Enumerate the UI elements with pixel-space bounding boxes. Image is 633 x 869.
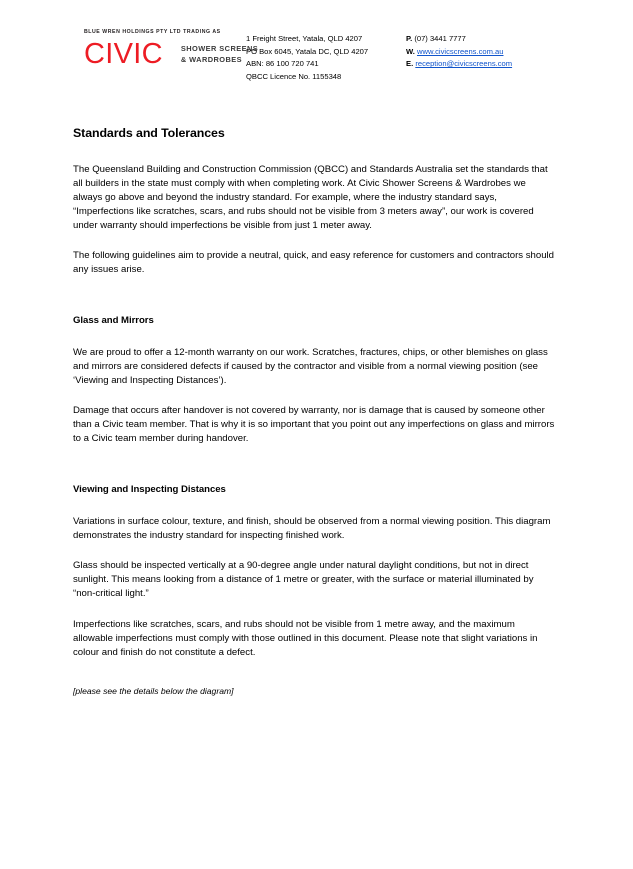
intro-paragraph: The Queensland Building and Construction Commission (QBCC) and Standards Australia set the standards that all builders in the state must comply with when completing work. At Civic Shower Screens & Wardrobes we always go above and beyond the industry standard. For example, where the industry standard says, “Imperfections like scratches, scars, and rubs should not be visible from 3 meters away”, our work is covered under warranty should imperfections be visible from just 1 meter away. [73, 163, 548, 232]
diagram-reference-note: [please see the details below the diagram] [73, 685, 234, 696]
viewing-variations-paragraph: Variations in surface colour, texture, and finish, should be observed from a normal viewing position. This diagram demonstrates the industry standard for inspecting finished work. [73, 516, 551, 542]
letterhead [0, 0, 633, 100]
section-heading-glass-and-mirrors: Glass and Mirrors [73, 314, 154, 326]
qbcc-licence-line: QBCC Licence No. 1155348 [246, 71, 342, 81]
viewing-imperfections-paragraph: Imperfections like scratches, scars, and rubs should not be visible from 1 metre away, and the maximum allowable imperfections must comply with those outlined in this document. Please note that slight variations in colour and finish do not constitute a defect. [73, 618, 538, 658]
spacer [73, 278, 557, 315]
spacer [73, 447, 557, 484]
phone-value: (07) 3441 7777 [414, 34, 466, 43]
logo-lockup [84, 37, 259, 70]
page-title: Standards and Tolerances [73, 126, 225, 140]
phone-label: P. [406, 34, 413, 43]
email-row [406, 58, 512, 71]
glass-handover-paragraph: Damage that occurs after handover is not covered by warranty, nor is damage that is caused by someone other than a Civic team member. That is why it is so important that you point out any imperfections on glass and mirrors to a Civic team member during handover. [73, 405, 555, 445]
email-link[interactable]: reception@civicscreens.com [415, 59, 513, 69]
address-line: 1 Freight Street, Yatala, QLD 4207 [246, 34, 363, 43]
spacer [73, 388, 557, 404]
guidelines-paragraph: The following guidelines aim to provide a neutral, quick, and easy reference for customers and contractors should any issues arise. [73, 250, 555, 276]
contact-channels-block [406, 33, 512, 71]
viewing-daylight-paragraph: Glass should be inspected vertically at a 90-degree angle under natural daylight conditions, but not in direct sunlight. This means looking from a distance of 1 metre or greater, with the surface or material illuminated by “non-critical light.” [73, 560, 534, 600]
glass-warranty-paragraph: We are proud to offer a 12-month warranty on our work. Scratches, fractures, chips, or other blemishes on glass and mirrors are considered defects if caused by the contractor and visible from a normal viewing position (see ‘Viewing and Inspecting Distances’). [73, 347, 548, 387]
spacer [73, 660, 557, 685]
tagline-line-1: SHOWER SCREENS [180, 44, 259, 54]
spacer [73, 543, 557, 559]
website-link[interactable]: www.civicscreens.com.au [416, 46, 504, 56]
phone-row [406, 33, 512, 46]
spacer [73, 602, 557, 618]
abn-line: ABN: 86 100 720 741 [246, 59, 319, 69]
website-row [406, 46, 512, 59]
contact-address-block [246, 33, 368, 83]
civic-wordmark: CIVIC [84, 37, 163, 70]
website-label: W. [406, 46, 415, 56]
address-line: PO Box 6045, Yatala DC, QLD 4207 [246, 46, 369, 56]
spacer [73, 496, 557, 515]
section-heading-viewing-and-inspecting-distances: Viewing and Inspecting Distances [73, 483, 226, 495]
tagline-line-2: & WARDROBES [180, 55, 243, 65]
email-label: E. [406, 59, 414, 69]
trading-as-line: BLUE WREN HOLDINGS PTY LTD TRADING AS [84, 29, 221, 35]
document-body [73, 126, 557, 697]
company-logo [84, 29, 259, 70]
spacer [73, 327, 557, 346]
spacer [73, 233, 557, 249]
